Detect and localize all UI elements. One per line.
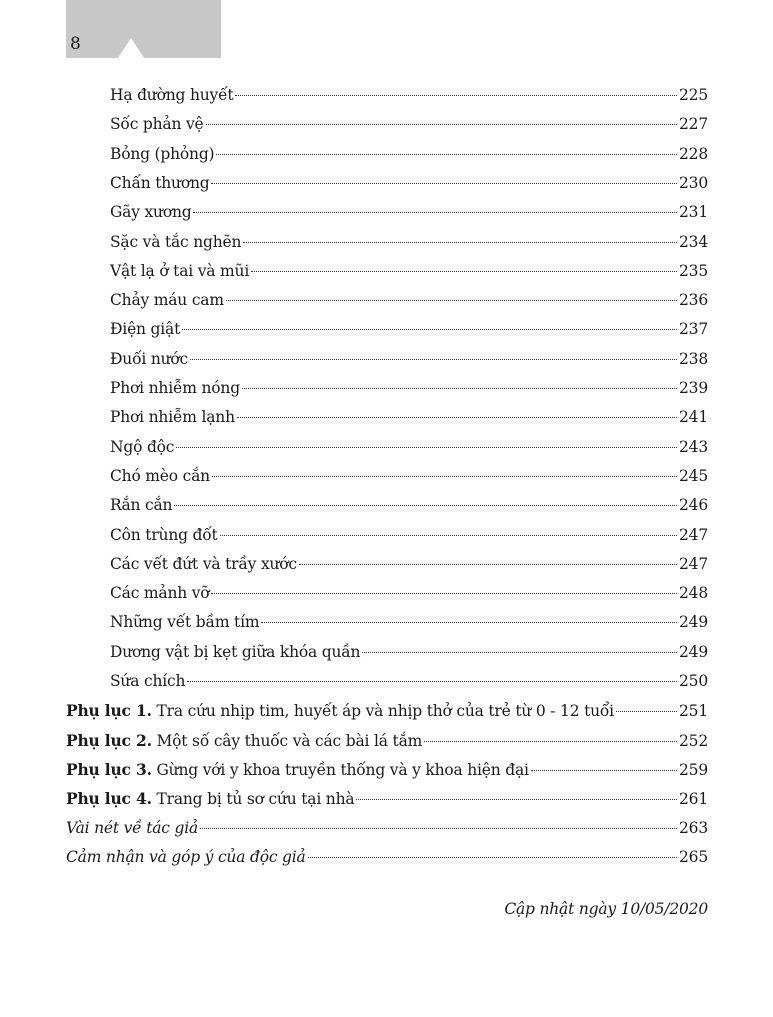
dot-leader xyxy=(187,681,677,682)
toc-entry-page: 250 xyxy=(679,672,708,690)
dot-leader xyxy=(356,799,677,800)
toc-entry[interactable] xyxy=(110,86,708,115)
dot-leader xyxy=(362,652,677,653)
appendix-title: Trang bị tủ sơ cứu tại nhà xyxy=(156,790,355,809)
toc-entry-title: Sốc phản vệ xyxy=(110,115,204,134)
toc-entry-page: 231 xyxy=(679,203,708,222)
toc-entry[interactable] xyxy=(110,320,708,349)
toc-entry[interactable] xyxy=(110,115,708,144)
dot-leader xyxy=(424,741,677,742)
toc-entry-title: Dương vật bị kẹt giữa khóa quần xyxy=(110,642,361,661)
dot-leader xyxy=(211,593,677,594)
toc-entry-page: 237 xyxy=(679,320,708,339)
toc-entry-page: 247 xyxy=(679,525,708,544)
toc-entry-page: 243 xyxy=(679,437,708,456)
toc-entry-title: Cảm nhận và góp ý của độc giả xyxy=(66,847,306,866)
dot-leader xyxy=(251,271,677,272)
toc-entry-title: Ngộ độc xyxy=(110,437,175,456)
toc-entry-page: 252 xyxy=(679,731,708,750)
toc-entry[interactable] xyxy=(110,555,708,584)
toc-entry-title: Đuối nước xyxy=(110,349,189,368)
toc-entry-page: 241 xyxy=(679,408,708,427)
toc-entry-title: Những vết bầm tím xyxy=(110,613,260,632)
toc-entry-page: 227 xyxy=(679,115,708,134)
toc-entry-page: 246 xyxy=(679,496,708,515)
appendix-label: Phụ lục 2. xyxy=(66,730,152,750)
toc-entry[interactable] xyxy=(110,526,708,555)
update-date-note: Cập nhật ngày 10/05/2020 xyxy=(504,900,708,918)
dot-leader xyxy=(308,857,677,858)
dot-leader xyxy=(237,417,677,418)
dot-leader xyxy=(616,711,677,712)
toc-entry-page: 247 xyxy=(679,554,708,573)
toc-entry[interactable] xyxy=(110,643,708,672)
toc-appendix-entry[interactable] xyxy=(66,789,708,818)
toc-entry-page: 236 xyxy=(679,291,708,310)
dot-leader xyxy=(206,124,678,125)
toc-entry-page: 248 xyxy=(679,584,708,603)
toc-entry[interactable] xyxy=(110,408,708,437)
toc-entry-page: 251 xyxy=(679,702,708,721)
appendix-title: Một số cây thuốc và các bài lá tắm xyxy=(156,731,423,750)
toc-entry[interactable] xyxy=(110,233,708,262)
toc-entry[interactable] xyxy=(110,584,708,613)
appendix-label: Phụ lục 4. xyxy=(66,789,152,809)
page-number: 8 xyxy=(70,34,81,54)
toc-entry-title: Các mảnh vỡ xyxy=(110,584,210,603)
dot-leader xyxy=(176,447,677,448)
toc-entry-title: Rắn cắn xyxy=(110,496,173,515)
toc-entry-title: Hạ đường huyết xyxy=(110,86,234,104)
toc-entry-title: Phơi nhiễm lạnh xyxy=(110,408,235,427)
toc-entry[interactable] xyxy=(110,467,708,496)
toc-entry[interactable] xyxy=(110,613,708,642)
toc-entry-page: 249 xyxy=(679,613,708,632)
dot-leader xyxy=(242,388,677,389)
appendix-title: Gừng với y khoa truyền thống và y khoa hiện đại xyxy=(156,760,529,779)
appendix-title: Tra cứu nhịp tim, huyết áp và nhịp thở của trẻ từ 0 - 12 tuổi xyxy=(156,702,614,721)
toc-entry-page: 249 xyxy=(679,642,708,661)
toc-entry-title: Các vết đứt và trầy xước xyxy=(110,554,297,573)
toc-entry-page: 230 xyxy=(679,173,708,192)
dot-leader xyxy=(190,359,677,360)
toc-entry[interactable] xyxy=(110,145,708,174)
toc-entry[interactable] xyxy=(110,672,708,701)
toc-entry[interactable] xyxy=(110,496,708,525)
dot-leader xyxy=(182,329,677,330)
toc-entry[interactable] xyxy=(110,262,708,291)
toc-entry-title: Phơi nhiễm nóng xyxy=(110,379,240,397)
toc-entry[interactable] xyxy=(110,174,708,203)
toc-entry-page: 263 xyxy=(679,818,708,837)
toc-entry[interactable] xyxy=(110,438,708,467)
dot-leader xyxy=(226,300,677,301)
toc-entry-title: Chấn thương xyxy=(110,173,210,192)
toc-entry-title: Chó mèo cắn xyxy=(110,466,210,485)
dot-leader xyxy=(531,770,677,771)
dot-leader xyxy=(212,476,677,477)
toc-appendix-entry[interactable] xyxy=(66,731,708,760)
dot-leader xyxy=(211,183,677,184)
toc-entry-page: 225 xyxy=(679,86,708,104)
dot-leader xyxy=(299,564,677,565)
toc-entry-title: Vài nét về tác giả xyxy=(66,818,199,837)
toc-entry-title: Côn trùng đốt xyxy=(110,525,218,544)
toc-entry-title: Điện giật xyxy=(110,320,181,339)
toc-appendix-entry[interactable] xyxy=(66,760,708,789)
toc-entry-title: Chảy máu cam xyxy=(110,291,224,310)
toc-appendix-entry[interactable] xyxy=(66,701,708,730)
toc-entry-page: 234 xyxy=(679,232,708,251)
dot-leader xyxy=(200,828,677,829)
dot-leader xyxy=(243,242,677,243)
toc-entry[interactable] xyxy=(110,291,708,320)
dot-leader xyxy=(235,95,677,96)
toc-entry-title: Sặc và tắc nghẽn xyxy=(110,232,242,251)
toc-closing-entry[interactable] xyxy=(66,819,708,848)
toc-entry-page: 228 xyxy=(679,144,708,163)
toc-entry-title: Gãy xương xyxy=(110,203,192,222)
appendix-label: Phụ lục 1. xyxy=(66,701,152,721)
toc-entry-page: 238 xyxy=(679,349,708,368)
toc-entry[interactable] xyxy=(110,379,708,408)
toc-closing-entry[interactable] xyxy=(66,848,708,877)
dot-leader xyxy=(220,535,677,536)
toc-entry[interactable] xyxy=(110,350,708,379)
dot-leader xyxy=(261,622,677,623)
dot-leader xyxy=(216,154,677,155)
toc-entry-title: Bỏng (phỏng) xyxy=(110,144,215,163)
toc-entry-title: Vật lạ ở tai và mũi xyxy=(110,261,250,280)
toc-entry-title: Sứa chích xyxy=(110,672,186,690)
toc-entry-page: 235 xyxy=(679,261,708,280)
toc-entry-page: 261 xyxy=(679,790,708,809)
appendix-label: Phụ lục 3. xyxy=(66,759,152,779)
header-tab-notch xyxy=(118,38,144,58)
dot-leader xyxy=(174,505,677,506)
dot-leader xyxy=(193,212,677,213)
toc-entry[interactable] xyxy=(110,203,708,232)
toc-entry-page: 265 xyxy=(679,847,708,866)
toc-entry-page: 245 xyxy=(679,466,708,485)
toc-entry-page: 239 xyxy=(679,379,708,397)
toc-entry-page: 259 xyxy=(679,760,708,779)
